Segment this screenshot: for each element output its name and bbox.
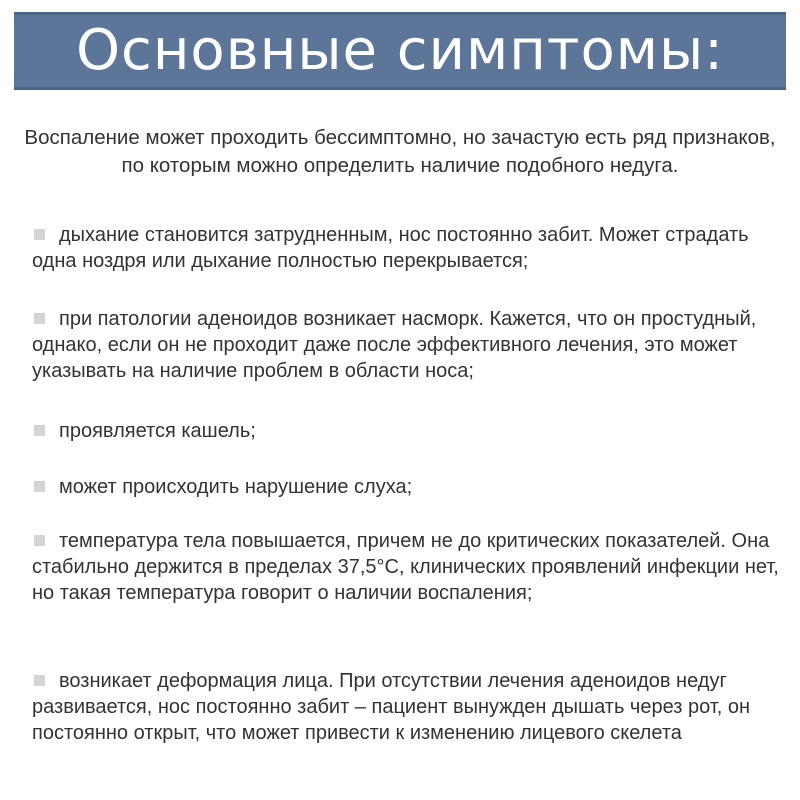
symptom-item bbox=[32, 418, 782, 444]
symptom-text: возникает деформация лица. При отсутствии лечения аденоидов недуг развивается, нос постоянно забит – пациент вынужден дышать через рот, он постоянно открыт, что может привести к изменению лицевого скелета bbox=[32, 670, 751, 744]
symptom-text: при патологии аденоидов возникает насморк. Кажется, что он простудный, однако, если он не проходит даже после эффективного лечения, это может указывать на наличие проблем в области носа; bbox=[32, 308, 757, 382]
bullet-square-icon bbox=[34, 535, 45, 546]
bullet-square-icon bbox=[34, 675, 45, 686]
symptom-text: может происходить нарушение слуха; bbox=[59, 476, 413, 498]
symptom-item bbox=[32, 668, 782, 746]
bullet-square-icon bbox=[34, 313, 45, 324]
title-banner bbox=[14, 12, 786, 90]
symptom-text: температура тела повышается, причем не до критических показателей. Она стабильно держится в пределах 37,5°С, клинических проявлений инфекции нет, но такая температура говорит о наличии воспаления; bbox=[32, 530, 779, 604]
page-title: Основные симптомы: bbox=[75, 18, 725, 83]
symptom-item bbox=[32, 474, 782, 500]
bullet-square-icon bbox=[34, 425, 45, 436]
symptom-item bbox=[32, 222, 782, 274]
symptom-text: дыхание становится затрудненным, нос постоянно забит. Может страдать одна ноздря или дыхание полностью перекрывается; bbox=[32, 224, 749, 272]
intro-paragraph: Воспаление может проходить бессимптомно, но зачастую есть ряд признаков, по которым можно определить наличие подобного недуга. bbox=[24, 126, 776, 177]
bullet-square-icon bbox=[34, 229, 45, 240]
symptom-item bbox=[32, 528, 782, 606]
symptom-item bbox=[32, 306, 782, 384]
symptom-text: проявляется кашель; bbox=[59, 420, 256, 442]
bullet-square-icon bbox=[34, 481, 45, 492]
